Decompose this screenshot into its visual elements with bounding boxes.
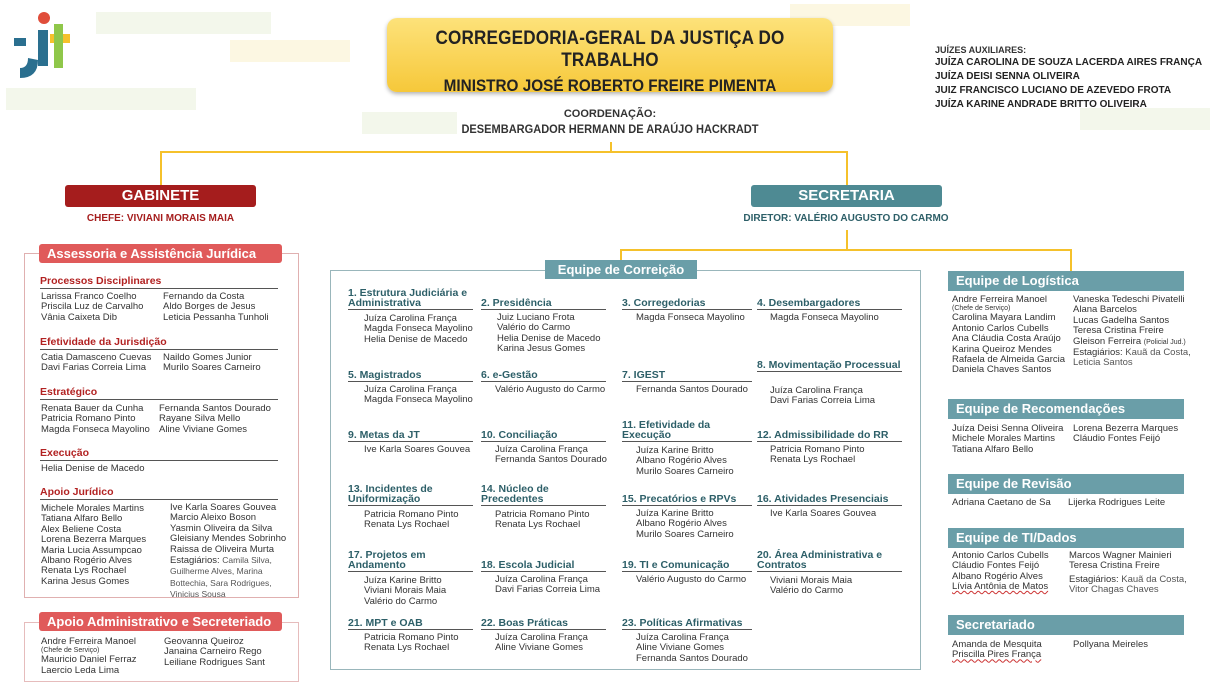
- connector: [160, 151, 162, 185]
- correicao-group-members: [770, 445, 865, 466]
- correicao-group-title: 5. Magistrados: [348, 370, 473, 382]
- person: Albano Rogério Alves: [636, 455, 727, 467]
- person: Rafaela de Almeida Garcia: [952, 354, 1066, 366]
- person: Marcos Wagner Mainieri: [1069, 550, 1172, 561]
- name-list: [1073, 640, 1148, 650]
- correicao-group-members: [495, 385, 605, 395]
- person: Fernanda Santos Dourado: [636, 652, 748, 664]
- correicao-group-title: 23. Políticas Afirmativas: [622, 618, 752, 630]
- person: Vânia Caixeta Dib: [41, 311, 118, 323]
- correicao-group-members: [364, 445, 470, 455]
- correicao-group-title: 13. Incidentes de Uniformização: [348, 484, 473, 506]
- correicao-group-members: [495, 633, 588, 654]
- correicao-group-members: [636, 633, 748, 664]
- person: Davi Farias Correia Lima: [495, 584, 601, 596]
- person: Gleison Ferreira: [1073, 335, 1142, 347]
- correicao-group-members: [770, 576, 852, 597]
- person: Albano Rogério Alves: [952, 570, 1043, 582]
- auxiliary-name: JUÍZA KARINE ANDRADE BRITTO OLIVEIRA: [935, 99, 1147, 110]
- person: Antonio Carlos Cubells: [952, 322, 1049, 334]
- name-list: [163, 353, 261, 374]
- decor-strip: [96, 12, 271, 34]
- person: Ive Karla Soares Gouvea: [770, 508, 877, 519]
- person: Tatiana Alfaro Bello: [41, 513, 123, 525]
- person: Lucas Gadelha Santos: [1073, 314, 1170, 326]
- name-list: [1068, 498, 1165, 508]
- name-list: [159, 404, 271, 435]
- person: Ive Karla Soares Gouvea: [170, 502, 277, 513]
- person: Fernanda Santos Dourado: [159, 403, 271, 414]
- person: Alex Beliene Costa: [41, 523, 122, 535]
- person: Larissa Franco Coelho: [41, 291, 137, 302]
- correicao-group-title: 9. Metas da JT: [348, 430, 473, 442]
- person: Renata Lys Rochael: [770, 454, 856, 466]
- coordination-name: DESEMBARGADOR HERMANN DE ARAÚJO HACKRADT: [461, 122, 759, 136]
- person: Magda Fonseca Mayolino: [636, 312, 745, 323]
- person: Raissa de Oliveira Murta: [170, 543, 275, 555]
- person: Ive Karla Soares Gouvea: [364, 444, 471, 455]
- person: Tatiana Alfaro Bello: [952, 443, 1034, 455]
- name-list: [41, 292, 143, 323]
- person: Helia Denise de Macedo: [364, 333, 468, 345]
- correicao-group-title: 8. Movimentação Processual: [757, 359, 901, 371]
- person: Helia Denise de Macedo: [497, 332, 601, 344]
- person: Amanda de Mesquita: [952, 639, 1042, 650]
- correicao-group-title: 22. Boas Práticas: [481, 618, 606, 630]
- auxiliary-label: JUÍZES AUXILIARES:: [935, 45, 1027, 55]
- person: Renata Lys Rochael: [364, 642, 450, 654]
- connector: [846, 230, 848, 250]
- recomendacoes-title: Equipe de Recomendações: [948, 399, 1184, 419]
- correicao-group-members: [495, 510, 590, 531]
- correicao-group-title: 6. e-Gestão: [481, 370, 606, 382]
- section-title: Estratégico: [40, 386, 278, 400]
- connector: [846, 151, 848, 185]
- person: Andre Ferreira Manoel: [952, 294, 1048, 305]
- correicao-group-members: [636, 313, 745, 323]
- correicao-group-title: 15. Precatórios e RPVs: [622, 494, 752, 506]
- interns-label: Estagiários:: [170, 555, 220, 567]
- interns-names: Kauã da Costa, Vitor Chagas Chaves: [1069, 573, 1187, 596]
- person: Fernanda Santos Dourado: [495, 454, 607, 466]
- correicao-group-members: [364, 633, 459, 654]
- auxiliary-name: JUÍZA CAROLINA DE SOUZA LACERDA AIRES FRANÇA: [935, 57, 1203, 68]
- correicao-group-members: [636, 446, 734, 477]
- person: Juíza Carolina França: [495, 574, 588, 585]
- person: Cláudio Fontes Feijó: [952, 560, 1040, 572]
- person: Magda Fonseca Mayolino: [770, 312, 879, 323]
- person: Gleisiany Mendes Sobrinho: [170, 533, 287, 545]
- person: Magda Fonseca Mayolino: [364, 394, 473, 406]
- person: Andre Ferreira Manoel: [41, 636, 137, 647]
- correicao-group-title: 14. Núcleo de Precedentes: [481, 484, 606, 506]
- correicao-group-title: 20. Área Administrativa e Contratos: [757, 550, 902, 572]
- person: Teresa Cristina Freire: [1069, 560, 1160, 572]
- connector: [160, 151, 847, 153]
- person: Mauricio Daniel Ferraz: [41, 654, 137, 666]
- person: Leticia Pessanha Tunholi: [163, 311, 269, 323]
- person: Magda Fonseca Mayolino: [41, 423, 150, 435]
- apoio-adm-title: Apoio Administrativo e Secreteriado: [39, 612, 282, 631]
- gabinete-chief: CHEFE: VIVIANI MORAIS MAIA: [86, 213, 235, 224]
- person: Juíza Carolina França: [364, 384, 457, 395]
- person: Yasmin Oliveira da Silva: [170, 522, 273, 534]
- correicao-group-title: 7. IGEST: [622, 370, 752, 382]
- correicao-group-members: [497, 313, 601, 355]
- person: Antonio Carlos Cubells: [952, 550, 1049, 561]
- person: Fernando da Costa: [163, 291, 245, 302]
- person: Geovanna Queiroz: [164, 636, 244, 647]
- auxiliary-name: JUÍZA DEISI SENNA OLIVEIRA: [935, 71, 1080, 82]
- person: Helia Denise de Macedo: [41, 463, 145, 474]
- auxiliary-name: JUIZ FRANCISCO LUCIANO DE AZEVEDO FROTA: [935, 85, 1172, 96]
- person: Davi Farias Correia Lima: [770, 395, 876, 407]
- coordination: [420, 108, 800, 136]
- correicao-group-members: [770, 386, 875, 407]
- person: Alana Barcelos: [1073, 304, 1137, 316]
- person: Ana Cláudia Costa Araújo: [952, 333, 1061, 345]
- person: Karina Queiroz Mendes: [952, 343, 1052, 355]
- person: Vaneska Tedeschi Pivatelli: [1073, 294, 1185, 305]
- correicao-group-title: 1. Estrutura Judiciária e Administrativa: [348, 288, 473, 310]
- person: Davi Farias Correia Lima: [41, 362, 147, 374]
- correicao-group-title: 11. Efetividade da Execução: [622, 420, 752, 442]
- person: Michele Morales Martins: [41, 503, 144, 514]
- interns-label: Estagiários:: [1073, 347, 1123, 359]
- interns-label: Estagiários:: [1069, 573, 1119, 585]
- person: Lívia Antônia de Matos: [952, 581, 1049, 593]
- person: Viviani Morais Maia: [364, 585, 447, 597]
- person: Patricia Romano Pinto: [364, 509, 459, 520]
- ti-title: Equipe de TI/Dados: [948, 528, 1184, 548]
- person: Valério do Carmo: [770, 585, 844, 597]
- interns-names: Kauã da Costa, Leticia Santos: [1073, 347, 1191, 369]
- person: Patricia Romano Pinto: [364, 632, 459, 643]
- section-title: Apoio Jurídico: [40, 486, 278, 500]
- coordination-label: COORDENAÇÃO:: [563, 108, 657, 120]
- person: Patricia Romano Pinto: [770, 444, 865, 455]
- name-list: [163, 292, 269, 323]
- name-list: [952, 640, 1042, 661]
- correicao-group-members: [364, 385, 473, 406]
- person: Murilo Soares Carneiro: [636, 465, 734, 477]
- name-list: [41, 504, 146, 587]
- person: Juiz Luciano Frota: [497, 312, 575, 323]
- person: Renata Lys Rochael: [364, 519, 450, 531]
- correicao-group-members: [770, 509, 876, 519]
- decor-strip: [230, 40, 350, 62]
- person: Valério do Carmo: [497, 322, 571, 334]
- correicao-group-members: [495, 445, 607, 466]
- person: Juíza Carolina França: [495, 444, 588, 455]
- person: Juíza Karine Britto: [636, 508, 714, 519]
- name-list: [1073, 424, 1178, 445]
- connector: [620, 249, 1072, 251]
- person-note: (Policial Jud.): [1143, 338, 1186, 346]
- name-list: [41, 464, 145, 474]
- person: Lorena Bezerra Marques: [1073, 423, 1179, 434]
- section-title: Efetividade da Jurisdição: [40, 336, 278, 350]
- person: Viviani Morais Maia: [770, 575, 853, 586]
- gabinete-header: GABINETE: [65, 185, 256, 207]
- person: Aline Viviane Gomes: [495, 642, 584, 654]
- correicao-title: Equipe de Correição: [545, 260, 697, 279]
- correicao-group-title: 2. Presidência: [481, 298, 606, 310]
- page-subtitle: MINISTRO JOSÉ ROBERTO FREIRE PIMENTA: [443, 76, 777, 95]
- person: Laercio Leda Lima: [41, 664, 120, 676]
- correicao-group-members: [636, 385, 748, 395]
- person: Juíza Deisi Senna Oliveira: [952, 423, 1064, 434]
- person: Aline Viviane Gomes: [636, 642, 725, 654]
- person: Juíza Carolina França: [364, 313, 457, 324]
- correicao-group-members: [636, 509, 734, 540]
- person: Patricia Romano Pinto: [495, 509, 590, 520]
- revisao-title: Equipe de Revisão: [948, 474, 1184, 494]
- person: Renata Lys Rochael: [41, 565, 127, 577]
- name-list: [41, 353, 151, 374]
- person: Renata Lys Rochael: [495, 519, 581, 531]
- page-title: CORREGEDORIA-GERAL DA JUSTIÇA DO TRABALHO: [435, 28, 785, 71]
- person: Michele Morales Martins: [952, 433, 1055, 445]
- logistica-title: Equipe de Logística: [948, 271, 1184, 291]
- person: Adriana Caetano de Sa: [952, 497, 1051, 508]
- jt-logo: [14, 10, 70, 88]
- person: Fernanda Santos Dourado: [636, 384, 748, 395]
- person: Maria Lucia Assumpcao: [41, 544, 142, 556]
- person: Patricia Romano Pinto: [41, 413, 136, 425]
- name-list: [1073, 295, 1193, 369]
- person: Murilo Soares Carneiro: [636, 528, 734, 540]
- interns-names: Camila Silva, Guilherme Alves, Marina Bottechia, Sara Rodrigues, Vinicius Sousa: [170, 555, 272, 600]
- correicao-group-title: 10. Conciliação: [481, 430, 606, 442]
- secretaria-director: DIRETOR: VALÉRIO AUGUSTO DO CARMO: [743, 213, 949, 224]
- correicao-group-title: 12. Admissibilidade do RR: [757, 430, 902, 442]
- person: Rayane Silva Mello: [159, 413, 241, 425]
- assessoria-title: Assessoria e Assistência Jurídica: [39, 244, 282, 263]
- name-list: [952, 498, 1051, 508]
- person: Priscilla Pires França: [952, 649, 1042, 661]
- person: Lijerka Rodrigues Leite: [1068, 497, 1166, 508]
- person: Magda Fonseca Mayolino: [364, 323, 473, 335]
- section-title: Execução: [40, 447, 278, 461]
- person: Aline Viviane Gomes: [159, 423, 248, 435]
- connector: [1070, 249, 1072, 271]
- person: Catia Damasceno Cuevas: [41, 352, 152, 363]
- header-title-box: [387, 18, 833, 95]
- name-list: [170, 503, 292, 601]
- person: Aldo Borges de Jesus: [163, 301, 256, 313]
- person: Renata Bauer da Cunha: [41, 403, 144, 414]
- person: Valério Augusto do Carmo: [636, 574, 747, 585]
- person: Valério do Carmo: [364, 595, 438, 607]
- person: Juíza Carolina França: [636, 632, 729, 643]
- decor-strip: [6, 88, 196, 110]
- person: Albano Rogério Alves: [636, 518, 727, 530]
- secretaria-header: SECRETARIA: [751, 185, 942, 207]
- section-title: Processos Disciplinares: [40, 275, 278, 289]
- person: Albano Rogério Alves: [41, 555, 132, 567]
- person: Janaina Carneiro Rego: [164, 646, 262, 658]
- name-list: [41, 404, 150, 435]
- person: Juíza Carolina França: [770, 385, 863, 396]
- correicao-group-members: [364, 576, 446, 607]
- name-list: [164, 637, 265, 668]
- name-list: [41, 637, 137, 676]
- name-list: [952, 424, 1063, 455]
- correicao-group-members: [495, 575, 600, 596]
- correicao-group-title: 16. Atividades Presenciais: [757, 494, 902, 506]
- correicao-group-members: [770, 313, 879, 323]
- person: Lorena Bezerra Marques: [41, 534, 147, 546]
- person: Naildo Gomes Junior: [163, 352, 252, 363]
- person: Juíza Karine Britto: [364, 575, 442, 586]
- correicao-group-title: 19. TI e Comunicação: [622, 560, 752, 572]
- secretariado-title: Secretariado: [948, 615, 1184, 635]
- name-list: [952, 295, 1065, 376]
- person: Karina Jesus Gomes: [497, 343, 586, 355]
- correicao-group-members: [636, 575, 746, 585]
- person: Cláudio Fontes Feijó: [1073, 433, 1161, 445]
- person: Carolina Mayara Landim: [952, 312, 1056, 324]
- person: Valério Augusto do Carmo: [495, 384, 606, 395]
- person: Leiliane Rodrigues Sant: [164, 656, 265, 668]
- person: Murilo Soares Carneiro: [163, 362, 261, 374]
- person: Marcio Aleixo Boson: [170, 512, 257, 524]
- correicao-group-members: [364, 510, 459, 531]
- person: Juíza Karine Britto: [636, 445, 714, 456]
- person-note: (Chefe de Serviço): [952, 305, 1011, 313]
- correicao-group-members: [364, 314, 473, 345]
- correicao-group-title: 3. Corregedorias: [622, 298, 752, 310]
- person: Daniela Chaves Santos: [952, 364, 1052, 376]
- person: Teresa Cristina Freire: [1073, 325, 1164, 337]
- name-list: [1069, 551, 1189, 596]
- person: Juíza Carolina França: [495, 632, 588, 643]
- correicao-group-title: 18. Escola Judicial: [481, 560, 606, 572]
- correicao-group-title: 4. Desembargadores: [757, 298, 902, 310]
- person: Pollyana Meireles: [1073, 639, 1148, 650]
- person-note: (Chefe de Serviço): [41, 647, 100, 655]
- name-list: [952, 551, 1049, 593]
- correicao-group-title: 21. MPT e OAB: [348, 618, 473, 630]
- person: Karina Jesus Gomes: [41, 575, 130, 587]
- correicao-group-title: 17. Projetos em Andamento: [348, 550, 473, 572]
- auxiliary-judges: [935, 45, 1202, 112]
- person: Priscila Luz de Carvalho: [41, 301, 144, 313]
